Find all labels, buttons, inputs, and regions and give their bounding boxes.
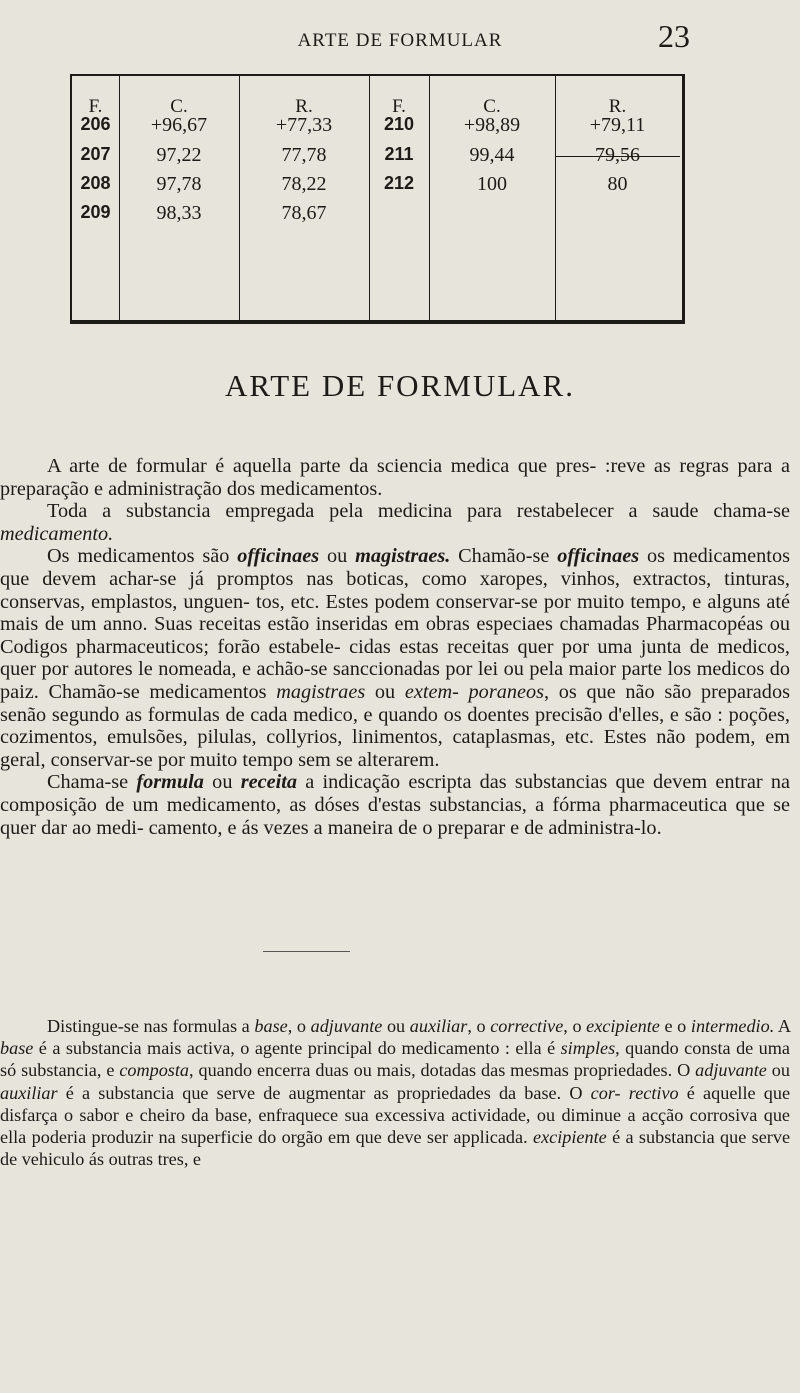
table-cell: 77,78 bbox=[281, 144, 327, 166]
table-cell: 209 bbox=[80, 202, 111, 222]
table-cell: 97,78 bbox=[156, 173, 202, 195]
table-cell: 210 bbox=[383, 114, 415, 134]
table-cell: +77,33 bbox=[275, 114, 333, 136]
section-separator bbox=[263, 951, 350, 952]
table-cell: 207 bbox=[80, 144, 111, 164]
table-cell: 208 bbox=[80, 173, 111, 193]
table-cell: 206 bbox=[80, 114, 111, 134]
body-text-parts bbox=[0, 1015, 790, 1170]
paragraph-parts: Distingue-se nas formulas a base, o adjuvante ou auxiliar, o corrective, o excipiente e o intermedio. A base é a substancia mais activa, o agente principal do medicamento : ella é simples, quando consta de uma só substancia, e composta, quando encerra duas ou mais, dotadas das mesmas propriedades. O adjuvante ou auxiliar é a substancia que serve de augmentar as propriedades da base. O cor- rectivo é aquelle que disfarça o sabor e cheiro da base, enfraquece sua excessiva actividade, ou diminue a acção corrosiva que ella poderia produzir na superficie do orgão em que deve ser applicada. excipiente é a substancia que serve de vehiculo ás outras tres, e bbox=[0, 1016, 791, 1170]
running-head-title: ARTE DE FORMULAR bbox=[297, 30, 503, 51]
table-cell: 78,67 bbox=[281, 202, 327, 224]
table-cell: 78,22 bbox=[281, 173, 327, 195]
table-header: C. bbox=[483, 96, 501, 117]
table-cell: +96,67 bbox=[150, 114, 208, 136]
table-cell: +79,11 bbox=[589, 114, 646, 136]
paragraph-definition: A arte de formular é aquella parte da sciencia medica que pres- :reve as regras para a preparação e administração dos medicamentos. Toda a substancia empregada pela medicina para restabelecer a saude chama-se medicamento. bbox=[0, 455, 790, 545]
conversion-table bbox=[70, 74, 685, 324]
table-cell: +98,89 bbox=[463, 114, 521, 136]
table-cell: 212 bbox=[383, 173, 415, 193]
section-title: ARTE DE FORMULAR. bbox=[225, 368, 575, 403]
table-cell: 98,33 bbox=[156, 202, 202, 224]
table-header: F. bbox=[392, 96, 406, 117]
table-cell: 80 bbox=[607, 173, 628, 195]
running-head bbox=[0, 18, 800, 58]
table-header: F. bbox=[88, 96, 103, 117]
table-cell: 211 bbox=[384, 144, 414, 164]
body-text-main bbox=[0, 455, 790, 839]
table-cell: 99,44 bbox=[469, 144, 515, 166]
paragraph-types: Os medicamentos são officinaes ou magistraes. Chamão-se officinaes os medicamentos que devem achar-se já promptos nas boticas, como xaropes, vinhos, extractos, tinturas, conservas, emplastos, unguen- tos, etc. Estes podem conservar-se por muito tempo, e alguns até mais de um anno. Suas receitas estão inseridas em obras especiaes chamadas Pharmacopéas ou Codigos pharmaceuticos; forão estabele- cidas estas receitas quer por uma junta de medicos, quer por autores le nomeada, e achão-se sanccionadas por lei ou pela maior parte los medicos do paiz. Chamão-se medicamentos magistraes ou extem- poraneos, os que não são preparados senão segundo as formulas de cada medico, e quando os doentes precisão d'elles, e são : poções, cozimentos, emulsões, pilulas, collyrios, linimentos, cataplasmas, etc. Estes não podem, em geral, conservar-se por muito tempo sem se alterarem. bbox=[0, 545, 790, 771]
table-header: R. bbox=[295, 96, 313, 117]
table-header: C. bbox=[170, 96, 188, 117]
page-number: 23 bbox=[658, 18, 690, 54]
table-cell: 100 bbox=[477, 173, 507, 195]
table-header: R. bbox=[608, 96, 627, 117]
paragraph-formula: Chama-se formula ou receita a indicação escripta das substancias que devem entrar na composição de um medicamento, as dóses d'estas substancias, a fórma pharmaceutica que se quer dar ao medi- camento, e ás vezes a maneira de o preparar e de administra-lo. bbox=[0, 771, 790, 839]
table-cell: 79,56 bbox=[595, 144, 640, 166]
table-cell: 97,22 bbox=[156, 144, 202, 166]
